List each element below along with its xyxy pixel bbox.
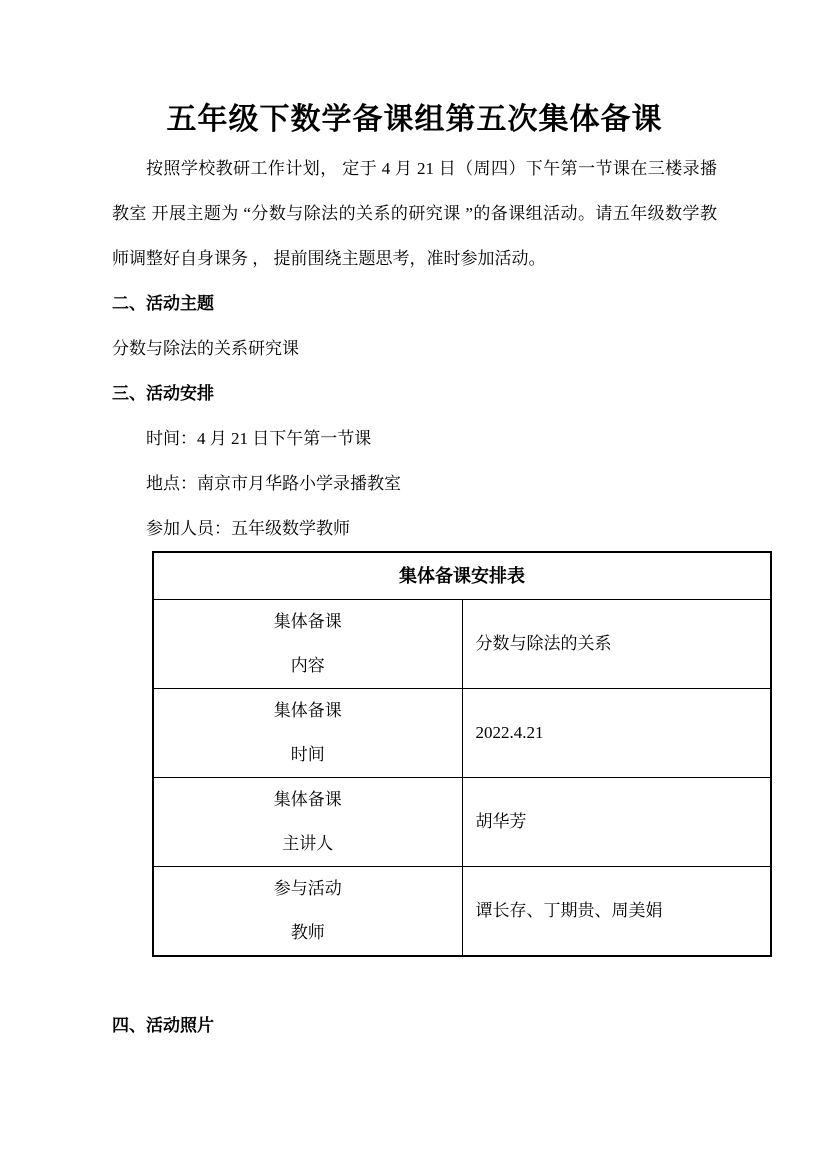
section-heading-photos: 四、活动照片 (112, 1016, 214, 1035)
row-label-line1: 集体备课 (273, 701, 342, 720)
row-label-line2: 时间 (290, 745, 325, 764)
row-label-speaker (153, 778, 462, 867)
section-heading-theme: 二、活动主题 (112, 294, 214, 313)
section-heading-arrangement: 三、活动安排 (112, 384, 214, 403)
table-title: 集体备课安排表 (153, 552, 771, 600)
intro-paragraph: 按照学校教研工作计划， 定于 4 月 21 日（周四）下午第一节课在三楼录播教室 开展主题为 “分数与除法的关系的研究课 ”的备课组活动。请五年级数学教师调整好自身课务 ， 提前围绕主题思考，准时参加活动。 (112, 159, 717, 268)
row-label-content (153, 600, 462, 689)
row-label-line2: 教师 (290, 923, 325, 942)
row-value-teachers: 谭长存、丁期贵、周美娟 (462, 867, 771, 957)
document-title: 五年级下数学备课组第五次集体备课 (166, 103, 663, 136)
row-value-time: 2022.4.21 (462, 689, 771, 778)
table-row-content (153, 600, 771, 689)
arrangement-time: 时间：4 月 21 日下午第一节课 (146, 429, 372, 448)
document-body (112, 146, 717, 1048)
row-label-line1: 集体备课 (273, 790, 342, 809)
table-row-teachers (153, 867, 771, 957)
row-value-speaker: 胡华芳 (462, 778, 771, 867)
row-label-line2: 内容 (290, 656, 325, 675)
row-value-content: 分数与除法的关系 (462, 600, 771, 689)
row-label-teachers (153, 867, 462, 957)
row-label-line2: 主讲人 (282, 834, 334, 853)
table-row-time (153, 689, 771, 778)
section-theme-body: 分数与除法的关系研究课 (112, 339, 299, 358)
arrangement-participants: 参加人员：五年级数学教师 (146, 519, 350, 538)
table-row-speaker (153, 778, 771, 867)
row-label-time (153, 689, 462, 778)
schedule-table (152, 551, 772, 957)
row-label-line1: 集体备课 (273, 612, 342, 631)
row-label-line1: 参与活动 (273, 879, 342, 898)
arrangement-location: 地点：南京市月华路小学录播教室 (146, 474, 401, 493)
table-title-row (153, 552, 771, 600)
